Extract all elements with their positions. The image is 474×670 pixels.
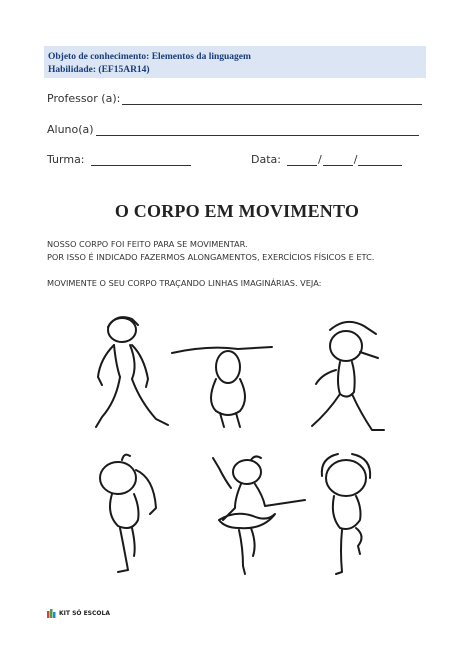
arm-stretch-figure-icon [84,448,174,578]
aluno-line[interactable] [96,125,419,136]
professor-line[interactable] [122,94,422,105]
date-day-line[interactable] [287,155,317,166]
knowledge-object-text: Objeto de conhecimento: Elementos da linguagem [48,52,251,62]
date-slash: / [353,153,358,166]
hat-dancer-icon [300,312,390,437]
turma-label: Turma: [47,153,85,166]
date-month-line[interactable] [323,155,353,166]
paragraph-1: NOSSO CORPO FOI FEITO PARA SE MOVIMENTAR. [47,239,248,249]
paragraph-2: POR ISSO É INDICADO FAZERMOS ALONGAMENTOS, EXERCÍCIOS FÍSICOS E ETC. [47,252,375,262]
date-field [251,153,402,166]
professor-label: Professor (a): [47,92,121,105]
turma-field [47,153,191,166]
aluno-label: Aluno(a) [47,123,94,136]
footer-brand [46,608,110,618]
turma-line[interactable] [91,155,191,166]
professor-field [47,92,422,105]
bending-figure-icon [168,335,278,433]
brand-name: KIT SÓ ESCOLA [59,609,110,617]
paragraph-3: MOVIMENTE O SEU CORPO TRAÇANDO LINHAS IMAGINÁRIAS. VEJA: [47,278,322,288]
brand-logo-icon [46,608,56,618]
page-title: O CORPO EM MOVIMENTO [114,201,360,221]
date-slash: / [317,153,322,166]
date-label: Data: [251,153,281,166]
aluno-field [47,123,419,136]
date-year-line[interactable] [358,155,402,166]
leg-lift-figure-icon [310,450,385,580]
header-info-box [44,46,426,78]
skill-code-text: Habilidade: (EF15AR14) [48,65,150,75]
cap-dancer-icon [86,305,176,440]
ballerina-icon [205,446,315,578]
